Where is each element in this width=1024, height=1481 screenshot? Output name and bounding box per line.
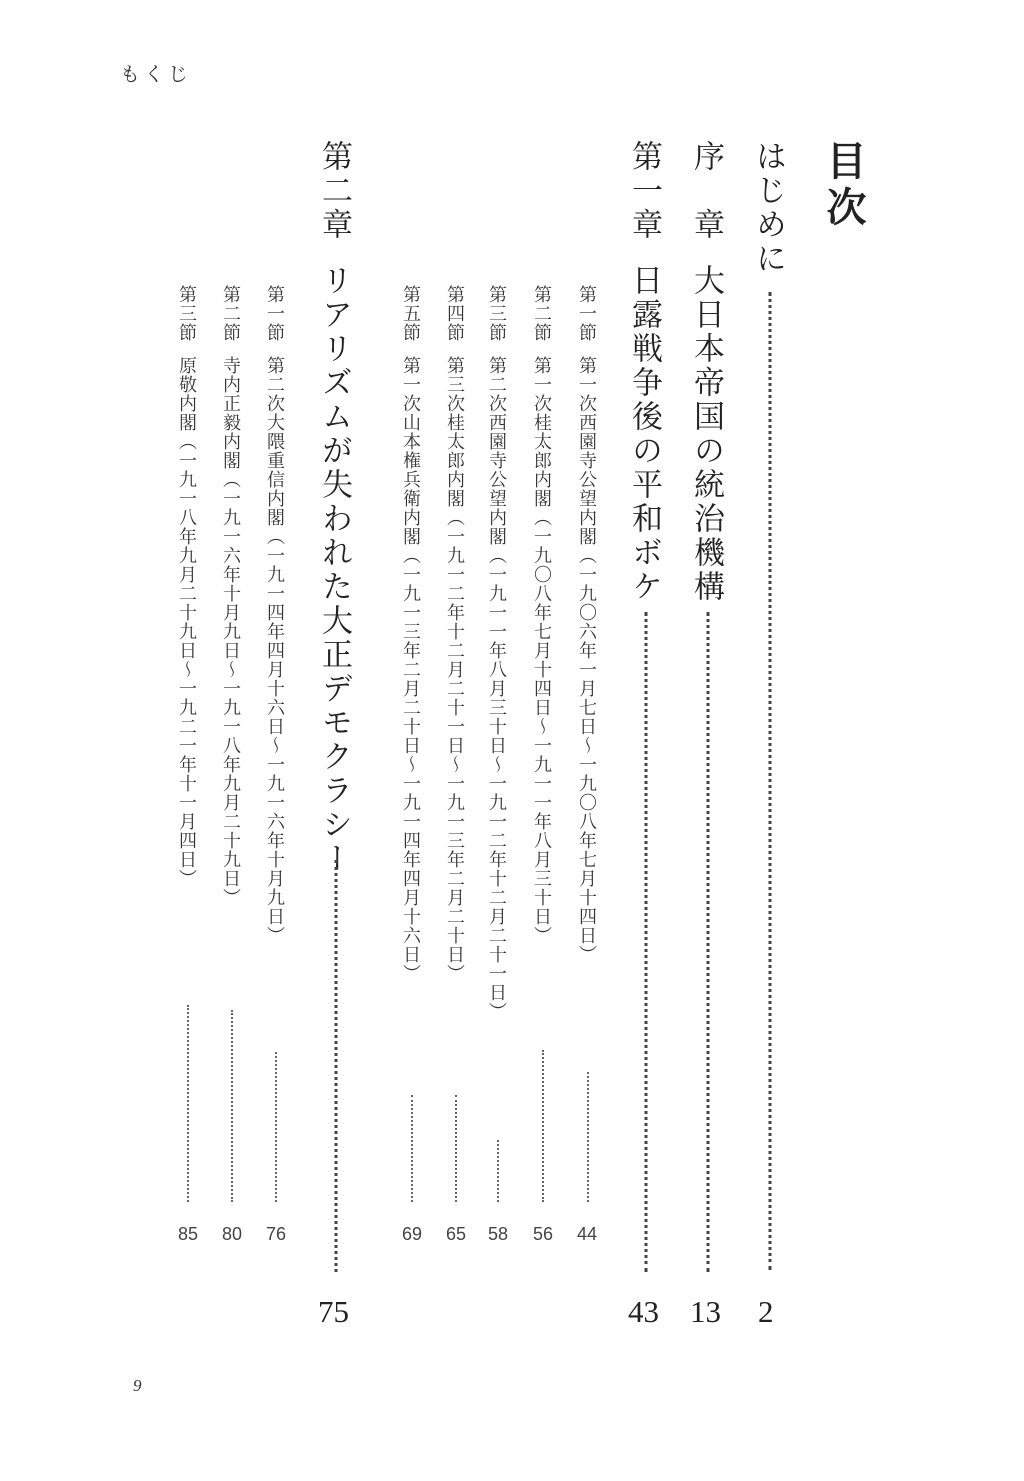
entry-title: 寺内正毅内閣（一九一六年十月九日～一九一八年九月二十九日） xyxy=(220,356,241,907)
entry-label: 第二節 xyxy=(220,285,241,342)
toc-entry-ch1-sec3[interactable] xyxy=(487,285,505,1021)
toc-entry-ch1-sec2[interactable] xyxy=(532,285,550,945)
entry-label: 第三節 xyxy=(486,285,507,342)
toc-entry-ch1-sec4[interactable] xyxy=(445,285,463,983)
entry-label: 第三節 xyxy=(176,285,197,342)
entry-page: 56 xyxy=(533,1224,554,1244)
entry-title: 第三次桂太郎内閣（一九一二年十二月二十一日～一九一三年二月二十日） xyxy=(444,356,465,983)
entry-label: 第一節 xyxy=(576,285,597,342)
entry-label: 第一章 xyxy=(626,140,662,242)
toc-entry-prologue[interactable] xyxy=(688,140,724,604)
entry-page: 76 xyxy=(266,1224,287,1244)
entry-label: 第二章 xyxy=(316,140,352,242)
toc-entry-ch2-sec1[interactable] xyxy=(265,285,283,945)
entry-page: 43 xyxy=(628,1294,659,1329)
toc-title: 目次 xyxy=(820,140,867,232)
toc-entry-ch2-sec2[interactable] xyxy=(221,285,239,907)
entry-title: 第二次大隈重信内閣（一九一四年四月十六日～一九一六年十月九日） xyxy=(264,356,285,945)
toc-entry-intro[interactable] xyxy=(750,140,786,276)
toc-entry-chapter2[interactable] xyxy=(316,140,352,876)
entry-page: 69 xyxy=(402,1224,423,1244)
entry-title: 第二次西園寺公望内閣（一九一一年八月三十日～一九一二年十二月二十一日） xyxy=(486,356,507,1021)
entry-title: 第一次山本権兵衛内閣（一九一三年二月二十日～一九一四年四月十六日） xyxy=(400,356,421,983)
toc-entry-chapter1[interactable] xyxy=(626,140,662,604)
entry-title: 第一次西園寺公望内閣（一九〇六年一月七日～一九〇八年七月十四日） xyxy=(576,356,597,964)
entry-title: 第一次桂太郎内閣（一九〇八年七月十四日～一九一一年八月三十日） xyxy=(531,356,552,945)
toc-entry-ch1-sec5[interactable] xyxy=(401,285,419,983)
running-header: もくじ xyxy=(120,62,192,86)
entry-title: 原敬内閣（一九一八年九月二十九日～一九二一年十一月四日） xyxy=(176,356,197,888)
entry-page: 80 xyxy=(222,1224,243,1244)
entry-page: 2 xyxy=(758,1294,774,1329)
entry-label: 第二節 xyxy=(531,285,552,342)
entry-page: 85 xyxy=(178,1224,199,1244)
entry-page: 75 xyxy=(318,1294,349,1329)
entry-page: 65 xyxy=(446,1224,467,1244)
entry-page: 13 xyxy=(690,1294,721,1329)
entry-title: 日露戦争後の平和ボケ xyxy=(626,264,662,604)
page-number: 9 xyxy=(133,1376,142,1395)
entry-page: 44 xyxy=(577,1224,598,1244)
entry-page: 58 xyxy=(488,1224,509,1244)
entry-label: 第五節 xyxy=(400,285,421,342)
entry-label: 第四節 xyxy=(444,285,465,342)
entry-label: 序 章 xyxy=(688,140,724,242)
entry-label: 第一節 xyxy=(264,285,285,342)
entry-title: はじめに xyxy=(750,140,786,276)
toc-entry-ch2-sec3[interactable] xyxy=(177,285,195,888)
entry-title: リアリズムが失われた大正デモクラシー xyxy=(316,264,352,876)
toc-entry-ch1-sec1[interactable] xyxy=(577,285,595,964)
entry-title: 大日本帝国の統治機構 xyxy=(688,264,724,604)
